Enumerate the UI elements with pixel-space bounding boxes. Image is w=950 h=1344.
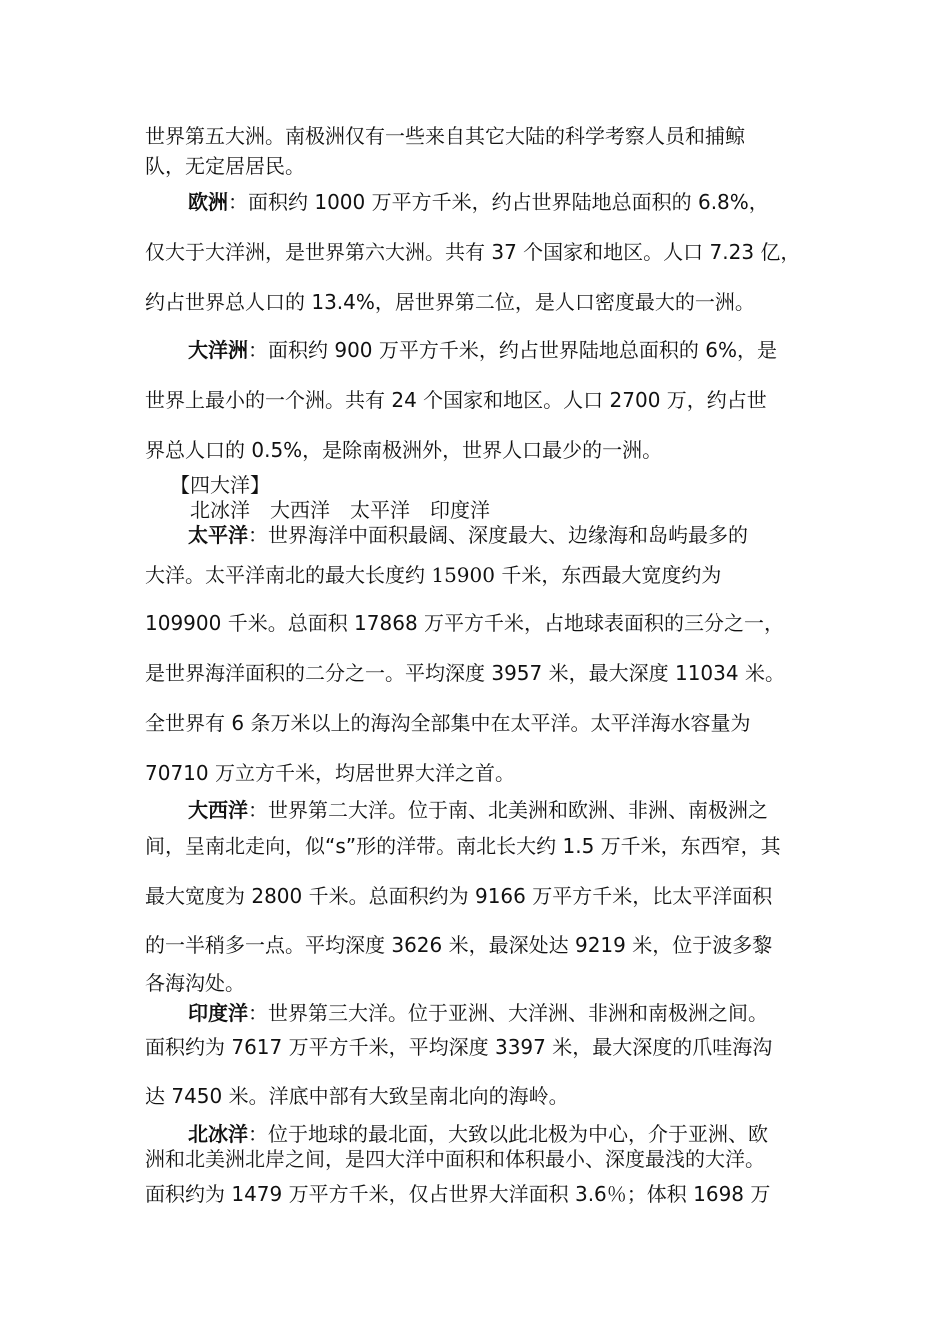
pacific-term: 太平洋 — [188, 523, 248, 547]
europe-term: 欧洲 — [188, 190, 228, 214]
atlantic-paragraph-line-4: 的一半稍多一点。平均深度 3626 米，最深处达 9219 米，位于波多黎 — [145, 933, 773, 957]
europe-paragraph-line-1: 欧洲：面积约 1000 万平方千米，约占世界陆地总面积的 6.8%， — [188, 190, 769, 214]
four-oceans-list: 北冰洋 大西洋 太平洋 印度洋 — [190, 498, 490, 522]
arctic-paragraph-line-2: 洲和北美洲北岸之间，是四大洋中面积和体积最小、深度最浅的大洋。 — [145, 1147, 765, 1171]
arctic-paragraph-line-3: 面积约为 1479 万平方千米，仅占世界大洋面积 3.6％；体积 1698 万 — [145, 1182, 771, 1206]
oceania-paragraph-line-3: 界总人口的 0.5%，是除南极洲外，世界人口最少的一洲。 — [145, 438, 663, 462]
pacific-paragraph-line-5: 全世界有 6 条万米以上的海沟全部集中在太平洋。太平洋海水容量为 — [145, 711, 751, 735]
europe-paragraph-line-2: 仅大于大洋洲，是世界第六大洲。共有 37 个国家和地区。人口 7.23 亿， — [145, 240, 801, 264]
oceania-term: 大洋洲 — [188, 338, 248, 362]
atlantic-paragraph-line-3: 最大宽度为 2800 千米。总面积约为 9166 万平方千米，比太平洋面积 — [145, 884, 773, 908]
arctic-paragraph-line-1: 北冰洋：位于地球的最北面，大致以此北极为中心，介于亚洲、欧 — [188, 1122, 768, 1146]
antarctica-text-line-1: 世界第五大洲。南极洲仅有一些来自其它大陆的科学考察人员和捕鲸 — [145, 124, 745, 148]
indian-paragraph-line-1: 印度洋：世界第三大洋。位于亚洲、大洋洲、非洲和南极洲之间。 — [188, 1001, 768, 1025]
atlantic-term: 大西洋 — [188, 798, 248, 822]
oceania-paragraph-line-2: 世界上最小的一个洲。共有 24 个国家和地区。人口 2700 万，约占世 — [145, 388, 767, 412]
atlantic-paragraph-line-1: 大西洋：世界第二大洋。位于南、北美洲和欧洲、非洲、南极洲之 — [188, 798, 768, 822]
arctic-term: 北冰洋 — [188, 1122, 248, 1146]
indian-paragraph-line-2: 面积约为 7617 万平方千米，平均深度 3397 米，最大深度的爪哇海沟 — [145, 1035, 773, 1059]
indian-paragraph-line-3: 达 7450 米。洋底中部有大致呈南北向的海岭。 — [145, 1084, 569, 1108]
pacific-paragraph-line-1: 太平洋：世界海洋中面积最阔、深度最大、边缘海和岛屿最多的 — [188, 523, 748, 547]
indian-term: 印度洋 — [188, 1001, 248, 1025]
pacific-paragraph-line-4: 是世界海洋面积的二分之一。平均深度 3957 米，最大深度 11034 米。 — [145, 661, 785, 685]
europe-paragraph-line-3: 约占世界总人口的 13.4%，居世界第二位，是人口密度最大的一洲。 — [145, 290, 755, 314]
pacific-paragraph-line-2: 大洋。太平洋南北的最大长度约 15900 千米，东西最大宽度约为 — [145, 563, 722, 587]
four-oceans-heading: 【四大洋】 — [170, 473, 270, 497]
atlantic-paragraph-line-5: 各海沟处。 — [145, 971, 245, 995]
antarctica-text-line-2: 队，无定居居民。 — [145, 154, 305, 178]
pacific-paragraph-line-3: 109900 千米。总面积 17868 万平方千米，占地球表面积的三分之一， — [145, 611, 785, 635]
pacific-paragraph-line-6: 70710 万立方千米，均居世界大洋之首。 — [145, 761, 515, 785]
oceania-paragraph-line-1: 大洋洲：面积约 900 万平方千米，约占世界陆地总面积的 6%，是 — [188, 338, 777, 362]
atlantic-paragraph-line-2: 间，呈南北走向，似“s”形的洋带。南北长大约 1.5 万千米，东西窄，其 — [145, 834, 781, 858]
